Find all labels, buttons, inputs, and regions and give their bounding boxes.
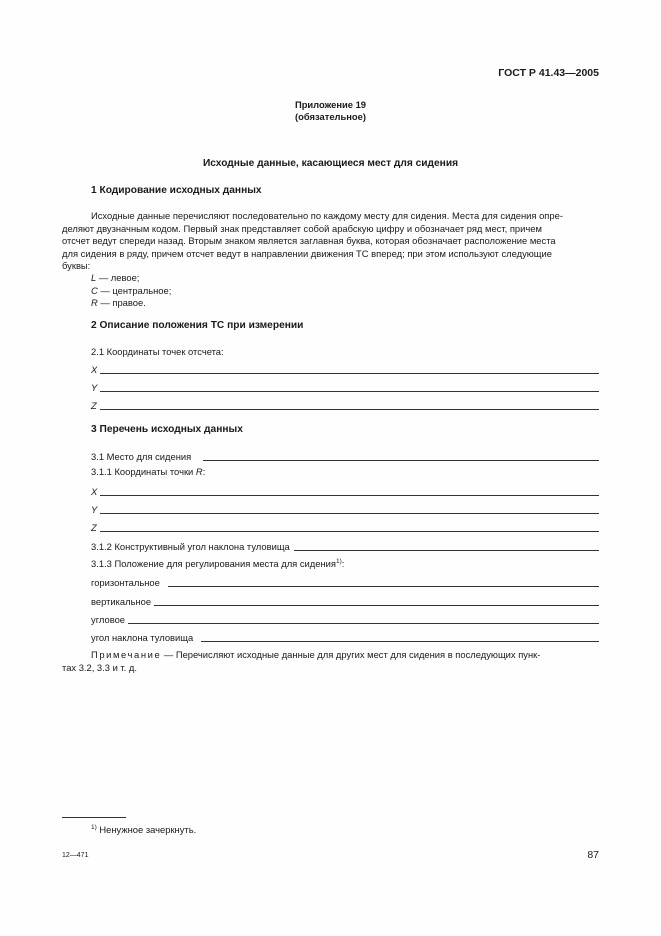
blank-line [168, 586, 599, 587]
section2-heading: 2 Описание положения ТС при измерении [91, 320, 304, 331]
print-code: 12—471 [62, 852, 89, 859]
field-label: горизонтальное [91, 577, 160, 588]
field-label: 3.1 Место для сидения [91, 451, 192, 462]
coords-caption: 2.1 Координаты точек отсчета: [91, 346, 224, 357]
code-letter: C [91, 284, 98, 296]
main-title: Исходные данные, касающиеся мест для сидения [202, 158, 459, 169]
paragraph-line: деляют двузначным кодом. Первый знак представляет собой арабскую цифру и обозначает ряд мест, причем [62, 222, 542, 234]
code-letter: L [91, 272, 97, 283]
note-line [62, 649, 600, 662]
paragraph-line: буквы: [62, 260, 91, 272]
doc-number: ГОСТ Р 41.43—2005 [498, 67, 599, 79]
paragraph-line: Исходные данные перечисляют последовательно по каждому месту для сидения. Места для сидения опре- [91, 210, 563, 221]
code-text: — центральное; [97, 284, 172, 296]
vertical-field[interactable] [91, 595, 599, 607]
list-item [91, 285, 171, 298]
blank-line [100, 495, 599, 496]
code-text: — левое; [96, 272, 140, 283]
blank-line [294, 550, 599, 551]
appendix-title: Приложение 19 [294, 99, 367, 110]
point-y-field[interactable] [91, 503, 599, 515]
coord-y-field[interactable] [91, 381, 599, 393]
field-label: вертикальное [91, 596, 152, 607]
blank-line [100, 409, 599, 410]
footnote-text: Ненужное зачеркнуть. [96, 824, 197, 835]
note-text: — Перечисляют исходные данные для других мест для сидения в последующих пунк- [161, 649, 541, 660]
page-number: 87 [587, 849, 599, 861]
list-item [91, 272, 171, 285]
blank-line [201, 641, 599, 642]
code-list [91, 272, 171, 310]
caption-text: 3.1.3 Положение для регулирования места для сидения [91, 558, 336, 569]
horizontal-field[interactable] [91, 576, 599, 588]
field-label: угловое [91, 614, 125, 625]
point-z-field[interactable] [91, 521, 599, 533]
coord-x-field[interactable] [91, 363, 599, 375]
axis-label: Z [91, 522, 97, 533]
point-coords-caption [91, 466, 205, 477]
seat-field[interactable] [91, 450, 599, 462]
section1-heading: 1 Кодирование исходных данных [91, 185, 262, 196]
note [62, 649, 600, 674]
point-x-field[interactable] [91, 485, 599, 497]
code-text: — правое. [97, 297, 146, 309]
footnote [91, 824, 196, 835]
list-item [91, 297, 171, 310]
section3-heading: 3 Перечень исходных данных [91, 424, 243, 435]
note-label: Примечание [91, 649, 162, 660]
paragraph-line: отсчет ведут спереди назад. Вторым знаком является заглавная буква, которая обозначает расположение места [62, 235, 556, 247]
blank-line [203, 460, 599, 461]
section1-paragraph [62, 210, 600, 273]
axis-label: X [91, 486, 98, 497]
coord-z-field[interactable] [91, 399, 599, 411]
axis-label: X [91, 364, 98, 375]
adjust-caption [91, 558, 344, 569]
blank-line [100, 391, 599, 392]
axis-label: Y [91, 382, 98, 393]
torso-angle-field[interactable] [91, 540, 599, 552]
blank-line [154, 605, 599, 606]
blank-line [100, 373, 599, 374]
footnote-divider [62, 817, 126, 818]
field-label: 3.1.2 Конструктивный угол наклона туловища [91, 541, 290, 552]
field-label: угол наклона туловища [91, 632, 194, 643]
angular-field[interactable] [91, 613, 599, 625]
footnote-ref: 1) [335, 558, 342, 565]
blank-line [100, 531, 599, 532]
torso-field[interactable] [91, 631, 599, 643]
note-line: тах 3.2, 3.3 и т. д. [62, 661, 137, 673]
caption-text: 3.1.1 Координаты точки [91, 466, 196, 477]
footnote-mark: 1) [91, 824, 97, 831]
axis-label: Y [91, 504, 98, 515]
paragraph-line: для сидения в ряду, причем отсчет ведут в направлении движения ТС вперед; при этом используют следующие [62, 247, 552, 259]
caption-colon: : [202, 466, 206, 477]
code-letter: R [91, 297, 98, 309]
blank-line [128, 623, 599, 624]
appendix-subtitle: (обязательное) [295, 111, 366, 122]
blank-line [100, 513, 599, 514]
axis-label: Z [91, 400, 97, 411]
caption-colon: : [341, 558, 345, 569]
point-letter: R [195, 466, 203, 477]
